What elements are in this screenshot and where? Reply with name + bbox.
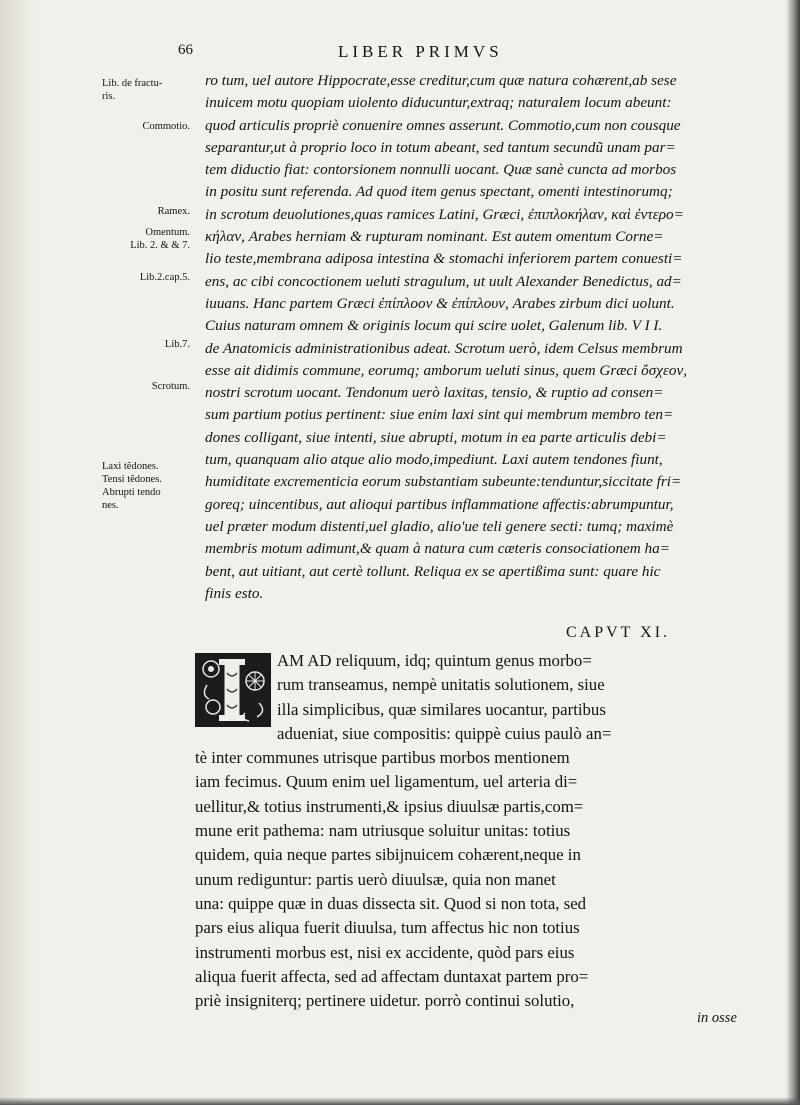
page-gutter-shadow xyxy=(0,0,34,1105)
text-line: mune erit pathema: nam utriusque soluitur unitas: totius xyxy=(195,821,571,841)
margin-note: Tensi tẽdones. xyxy=(102,474,162,485)
margin-note: Commotio. xyxy=(142,121,190,132)
chapter-heading: CAPVT XI. xyxy=(566,624,671,641)
page-bottom-shadow xyxy=(0,1097,800,1105)
margin-note: Lib.7. xyxy=(164,339,190,350)
margin-note: Lib.2.cap.5. xyxy=(139,272,190,283)
margin-note: Laxi tẽdones. xyxy=(102,461,159,472)
text-line: dones colligant, siue intenti, siue abrupti, motum in ea parte articulis debi= xyxy=(205,428,667,446)
margin-note: Ramex. xyxy=(157,206,190,217)
roman-text-block xyxy=(195,649,755,1013)
text-line: in scrotum deuolutiones,quas ramices Latini, Græci, ἐπιπλοκήλαν, καὶ ἐντερο= xyxy=(205,205,684,223)
text-line: ens, ac cibi concoctionem ueluti stragulum, ut uult Alexander Benedictus, ad= xyxy=(205,272,682,290)
text-line: uellitur,& totius instrumenti,& ipsius diuulsæ partis,com= xyxy=(195,796,584,816)
page-number: 66 xyxy=(178,42,193,58)
catchword: in osse xyxy=(697,1010,737,1026)
decorated-initial-i-icon xyxy=(195,653,271,727)
text-line: tè inter communes utrisque partibus morbos mentionem xyxy=(195,748,570,768)
text-line: aliqua fuerit affecta, sed ad affectam duntaxat partem pro= xyxy=(195,966,589,986)
text-line: bent, aut uitiant, aut certè tollunt. Reliqua ex se apertißima sunt: quare hic xyxy=(205,562,661,580)
text-line: illa simplicibus, quæ similares uocantur, partibus xyxy=(277,699,606,719)
text-line: pars eius aliqua fuerit diuulsa, tum affectus hic non totius xyxy=(195,918,580,938)
text-line: iuuans. Hanc partem Græci ἐπίπλοον & ἐπίπλουν, Arabes zirbum dici uolunt. xyxy=(205,294,675,312)
text-line: in positu sunt referenda. Ad quod item genus spectant, omenti intestinorumq; xyxy=(205,183,673,201)
text-line: priè insigniterq; pertinere uidetur. porrò continui solutio, xyxy=(195,991,575,1011)
text-line: inuicem motu quopiam uiolento diducuntur,extraq; naturalem locum abeunt: xyxy=(205,94,672,112)
page-header xyxy=(178,42,648,66)
text-line: AM AD reliquum, idq; quintum genus morbo= xyxy=(277,651,592,670)
text-line: quod articulis propriè conuenire omnes asserunt. Commotio,cum non cousque xyxy=(205,116,681,134)
italic-text-block xyxy=(205,70,765,605)
text-line: rum transeamus, nempè unitatis solutionem, siue xyxy=(277,675,605,695)
margin-note: ris. xyxy=(102,91,116,102)
margin-note: Omentum. xyxy=(145,227,190,238)
text-line: esse ait didimis commune, eorumq; amborum ueluti sinus, quem Græci ὄσχεον, xyxy=(205,361,688,379)
text-line: tum, quanquam alio atque alio modo,impediunt. Laxi autem tendones fiunt, xyxy=(205,451,663,469)
text-line: finis esto. xyxy=(205,584,264,602)
text-line: membris motum adimunt,& quam à natura cum cæteris consociationem ha= xyxy=(205,540,670,558)
text-line: unum rediguntur: partis uerò diuulsæ, quia non manet xyxy=(195,869,556,889)
text-line: goreq; uincentibus, aut alioqui partibus inflammatione affectis:abrumpuntur, xyxy=(205,495,674,513)
text-line: lio teste,membrana adiposa intestina & stomachi inferiorem partem conuesti= xyxy=(205,250,683,268)
text-line: sum partium potius pertinent: siue enim laxi sint qui membrum membro ten= xyxy=(205,406,674,424)
page-edge-shadow xyxy=(786,0,800,1105)
margin-note: Lib. de fractu- xyxy=(102,78,163,89)
text-line: nostri scrotum uocant. Tendonum uerò laxitas, tensio, & ruptio ad consen= xyxy=(205,384,664,402)
text-line: humiditate excrementicia eorum substantiam subeunte:tenduntur,siccitate fri= xyxy=(205,473,682,491)
text-line: ro tum, uel autore Hippocrate,esse creditur,cum quæ natura cohærent,ab sese xyxy=(205,72,677,89)
text-line: instrumenti morbus est, nisi ex accidente, quòd pars eius xyxy=(195,942,575,962)
text-line: tem diductio fiat: contorsionem nonnulli uocant. Quæ sanè cuncta ad morbos xyxy=(205,161,677,179)
text-line: κήλαν, Arabes herniam & rupturam nominant. Est autem omentum Corne= xyxy=(205,228,664,246)
margin-note: Scrotum. xyxy=(151,381,190,392)
text-line: separantur,ut à proprio loco in totum abeant, sed tantum secundũ unam par= xyxy=(205,138,676,156)
margin-note: Abrupti tendo xyxy=(102,487,161,498)
text-line: adueniat, siue compositis: quippè cuius paulò an= xyxy=(277,723,612,743)
text-line: iam fecimus. Quum enim uel ligamentum, uel arteria di= xyxy=(195,772,578,792)
text-line: quidem, quia neque partes sibijnuicem cohærent,neque in xyxy=(195,845,581,865)
text-line: una: quippe quæ in duas dissecta sit. Quod si non tota, sed xyxy=(195,893,587,913)
margin-note: nes. xyxy=(102,500,119,511)
text-line: uel præter modum distenti,uel gladio, alio'ue teli genere secti: tumq; maximè xyxy=(205,517,674,535)
text-line: de Anatomicis administrationibus adeat. Scrotum uerò, idem Celsus membrum xyxy=(205,339,683,357)
margin-note: Lib. 2. & & 7. xyxy=(130,240,190,251)
running-title: LIBER PRIMVS xyxy=(338,42,503,61)
text-line: Cuius naturam omnem & originis locum qui scire uolet, Galenum lib. V I I. xyxy=(205,317,663,335)
